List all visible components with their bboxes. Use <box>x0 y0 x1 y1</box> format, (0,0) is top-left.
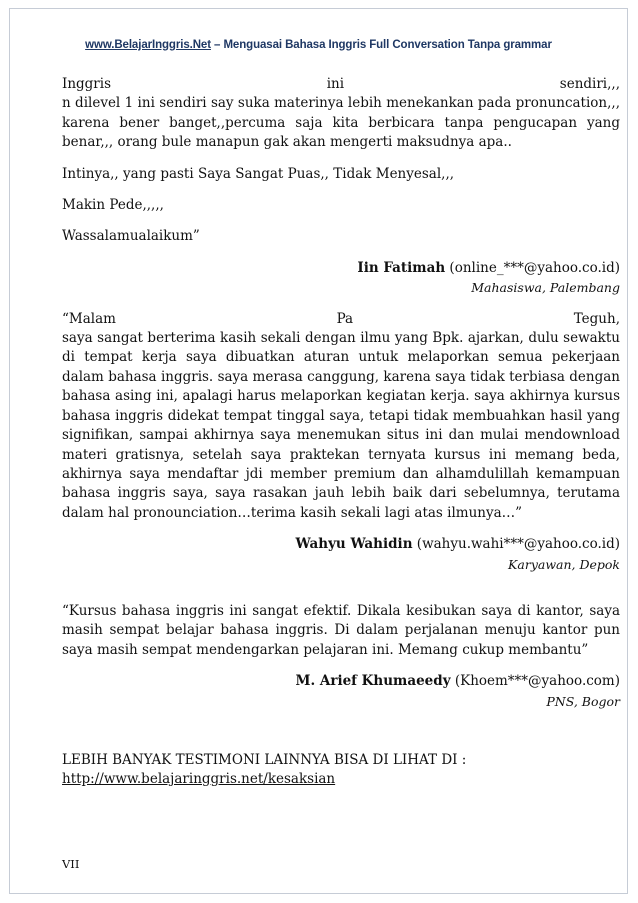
header-tagline: – Menguasai Bahasa Inggris Full Conversation Tanpa grammar <box>210 39 552 51</box>
t3-author-name: M. Arief Khumaeedy <box>295 673 451 690</box>
t3-author-role: PNS, Bogor <box>546 693 620 709</box>
t3-signature <box>62 672 620 691</box>
t1-author-email: (online_***@yahoo.co.id) <box>445 259 620 276</box>
testimonials-link[interactable]: http://www.belajaringgris.net/kesaksian <box>62 771 336 788</box>
page-number: VII <box>62 857 80 871</box>
t2-author-role: Karyawan, Depok <box>508 556 620 572</box>
t1-paragraph-3: Makin Pede,,,,, <box>62 197 164 214</box>
t2-author-name: Wahyu Wahidin <box>295 536 413 553</box>
more-testimonials-label: LEBIH BANYAK TESTIMONI LAINNYA BISA DI LIHAT DI : <box>62 751 467 768</box>
t3-author-email: (Khoem***@yahoo.com) <box>450 673 620 690</box>
t1-author-role: Mahasiswa, Palembang <box>471 280 620 296</box>
t1-body: n dilevel 1 ini sendiri say suka materinya lebih menekankan pada pronuncation,,, karena bener banget,,percuma saja kita berbicara tanpa pengucapan yang benar,,, orang bule manapun gak akan mengerti maksudnya apa.. <box>62 95 620 151</box>
document-page <box>9 8 628 894</box>
t2-signature <box>62 535 620 554</box>
t1-signature <box>62 259 620 278</box>
t1-author-name: Iin Fatimah <box>357 259 446 276</box>
t2-body: saya sangat berterima kasih sekali dengan ilmu yang Bpk. ajarkan, dulu sewaktu di tempat kerja saya dibuatkan aturan untuk melaporkan semua pekerjaan dalam bahasa inggris. saya merasa canggung, karena saya tidak terbiasa dengan bahasa asing ini, apalagi harus melaporkan kegiatan kerja. saya akhirnya kursus bahasa inggris didekat tempat tinggal saya, tetapi tidak membuahkan hasil yang signifikan, sampai akhirnya saya menemukan situs ini dan mulai mendownload materi gratisnya, setelah saya praktekan ternyata kursus ini memang beda, akhirnya saya mendaftar jdi member premium dan alhamdulillah kemampuan bahasa inggris saya, saya rasakan jauh lebih baik dari sebelumnya, terutama dalam hal pronounciation…terima kasih sekali lagi atas ilmunya…” <box>62 330 620 521</box>
t2-author-email: (wahyu.wahi***@yahoo.co.id) <box>412 536 620 553</box>
page-header <box>10 39 627 51</box>
t1-closing: Wassalamualaikum” <box>62 228 200 245</box>
t1-first-line: Inggris ini sendiri,,, <box>62 76 620 92</box>
t2-first-line: “Malam Pa Teguh, <box>62 310 620 327</box>
t3-body: “Kursus bahasa inggris ini sangat efektif. Dikala kesibukan saya di kantor, saya masih sempat belajar bahasa inggris. Di dalam perjalanan menuju kantor pun saya masih sempat mendengarkan pelajaran ini. Memang cukup membantu” <box>62 602 620 658</box>
site-link[interactable]: www.BelajarInggris.Net <box>85 39 211 51</box>
page-content <box>62 75 620 790</box>
t1-paragraph-2: Intinya,, yang pasti Saya Sangat Puas,, Tidak Menyesal,,, <box>62 165 455 182</box>
